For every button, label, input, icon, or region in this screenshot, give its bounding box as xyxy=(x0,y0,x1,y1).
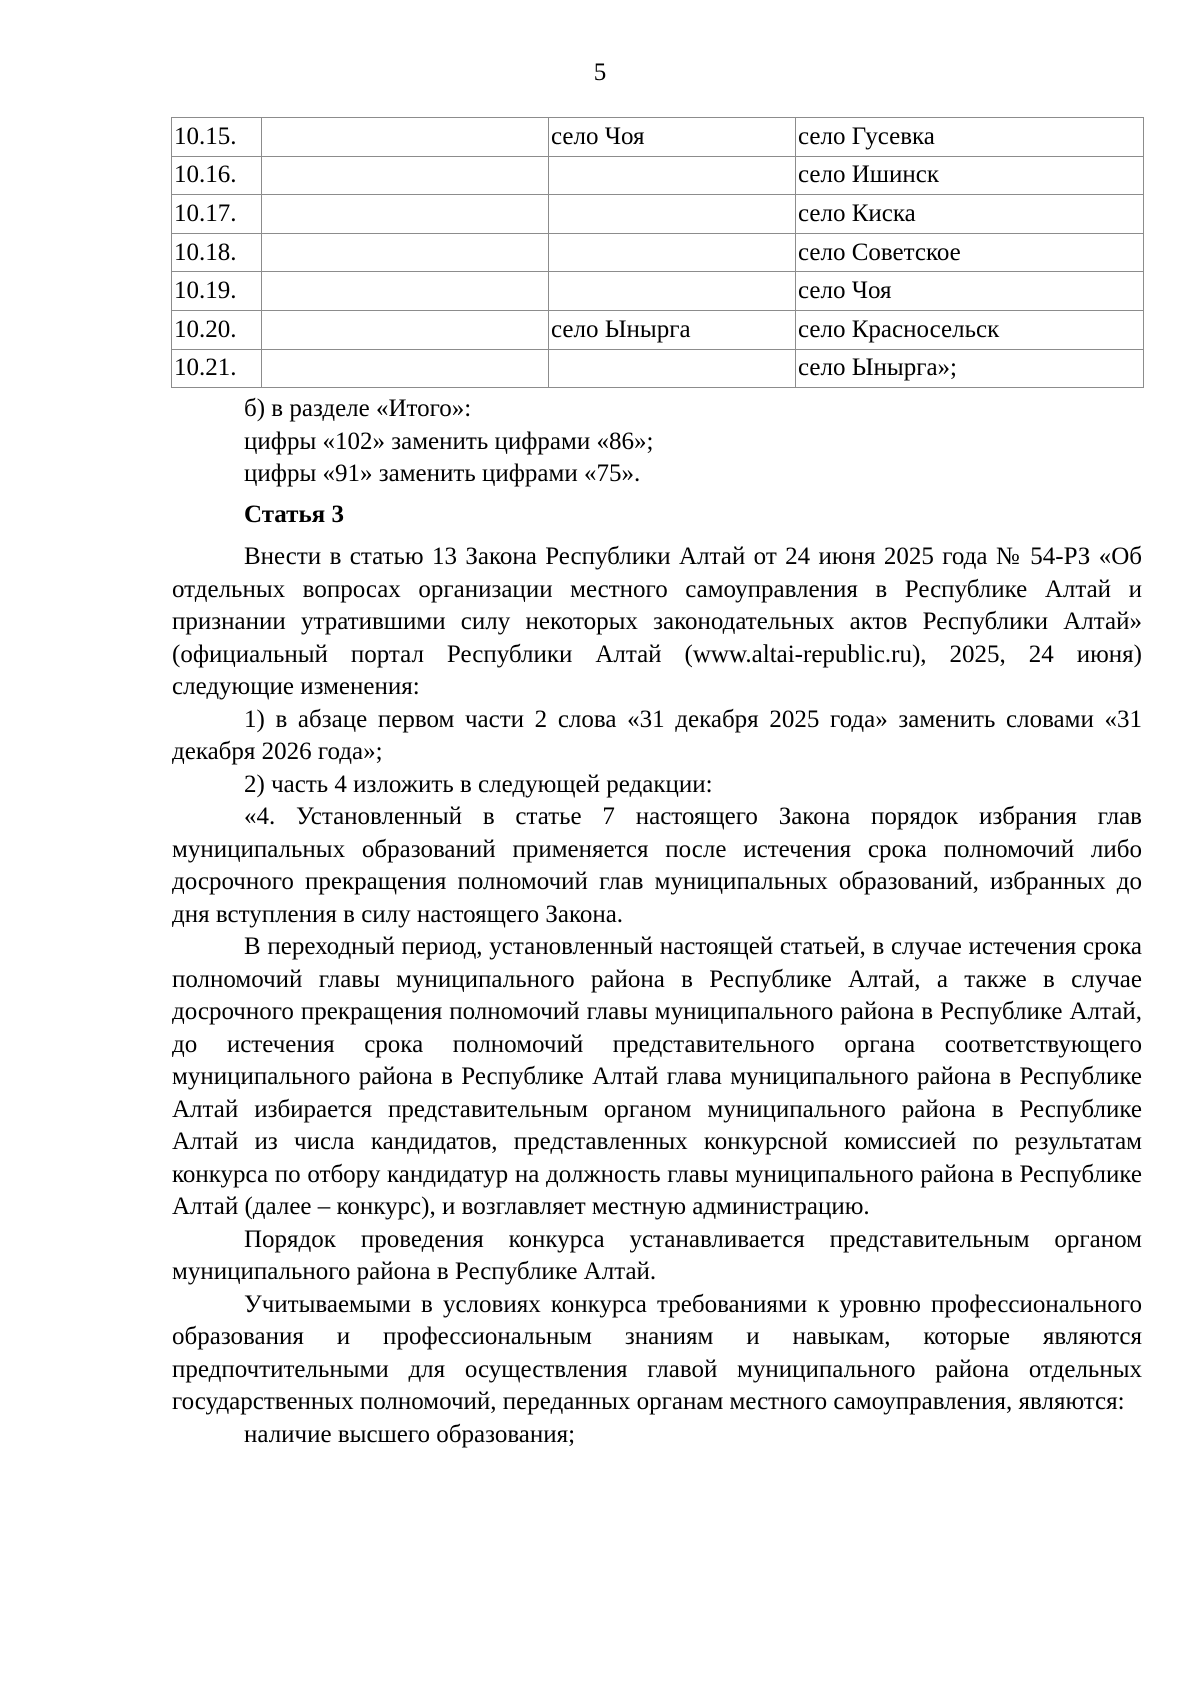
table-cell xyxy=(262,272,549,311)
row-number: 10.18. xyxy=(172,233,262,272)
row-number: 10.19. xyxy=(172,272,262,311)
paragraph-itogo: б) в разделе «Итого»: xyxy=(244,395,472,422)
table-cell: село Красносельск xyxy=(796,310,1144,349)
document-body xyxy=(172,393,1142,1451)
table-cell: село Чоя xyxy=(796,272,1144,311)
table-cell xyxy=(549,349,796,388)
row-number: 10.21. xyxy=(172,349,262,388)
table-cell xyxy=(262,233,549,272)
paragraph-part-4: «4. Установленный в статье 7 настоящего Закона порядок избрания глав муниципальных образований применяется после истечения срока полномочий либо досрочного прекращения полномочий глав муниципальных образований, избранных до дня вступления в силу настоящего Закона. xyxy=(172,803,1142,928)
table-row xyxy=(172,349,1144,388)
table-cell: село Чоя xyxy=(549,118,796,157)
table-cell: село Ыныргa»; xyxy=(796,349,1144,388)
table-row xyxy=(172,272,1144,311)
table-cell xyxy=(262,156,549,195)
table-cell xyxy=(262,310,549,349)
paragraph-transition: В переходный период, установленный настоящей статьей, в случае истечения срока полномочий главы муниципального района в Республике Алтай, а также в случае досрочного прекращения полномочий главы муниципального района в Республике Алтай, до истечения срока полномочий представительного органа соответствующего муниципального района в Республике Алтай глава муниципального района в Республике Алтай избирается представительным органом муниципального района в Республике Алтай из числа кандидатов, представленных конкурсной комиссией по результатам конкурса по отбору кандидатур на должность главы муниципального района в Республике Алтай (далее – конкурс), и возглавляет местную администрацию. xyxy=(172,933,1142,1220)
table-cell xyxy=(262,349,549,388)
table-row xyxy=(172,118,1144,157)
paragraph-higher-education: наличие высшего образования; xyxy=(244,1420,576,1448)
article-heading: Статья 3 xyxy=(244,500,344,528)
paragraph-item-2: 2) часть 4 изложить в следующей редакции: xyxy=(244,770,713,798)
row-number: 10.16. xyxy=(172,156,262,195)
paragraph-intro: Внести в статью 13 Закона Республики Алтай от 24 июня 2025 года № 54-РЗ «Об отдельных вопросах организации местного самоуправления в Республике Алтай и признании утратившими силу некоторых законодательных актов Республики Алтай» (официальный портал Республики Алтай (www.altai-republic.ru), 2025, 24 июня) следующие изменения: xyxy=(172,543,1142,700)
table-row xyxy=(172,310,1144,349)
table-cell xyxy=(262,195,549,234)
table-cell: село Киска xyxy=(796,195,1144,234)
table-cell xyxy=(549,233,796,272)
paragraph-requirements: Учитываемыми в условиях конкурса требованиями к уровню профессионального образования и профессиональным знаниям и навыкам, которые являются предпочтительными для осуществления главой муниципального района отдельных государственных полномочий, переданных органам местного самоуправления, являются: xyxy=(172,1290,1142,1415)
table-cell xyxy=(549,272,796,311)
paragraph-item-1: 1) в абзаце первом части 2 слова «31 декабря 2025 года» заменить словами «31 декабря 2026 года»; xyxy=(172,705,1142,765)
table-cell: село Советское xyxy=(796,233,1144,272)
settlements-table xyxy=(171,117,1144,388)
table-cell: село Ыныргa xyxy=(549,310,796,349)
table-cell xyxy=(262,118,549,157)
table-cell xyxy=(549,195,796,234)
paragraph-replace-102: цифры «102» заменить цифрами «86»; xyxy=(244,427,654,455)
table-cell: село Ишинск xyxy=(796,156,1144,195)
row-number: 10.17. xyxy=(172,195,262,234)
row-number: 10.15. xyxy=(172,118,262,157)
page-number: 5 xyxy=(593,59,607,86)
row-number: 10.20. xyxy=(172,310,262,349)
paragraph-replace-91: цифры «91» заменить цифрами «75». xyxy=(244,460,641,487)
table-row xyxy=(172,195,1144,234)
table-cell: село Гусевка xyxy=(796,118,1144,157)
paragraph-contest-order: Порядок проведения конкурса устанавливается представительным органом муниципального района в Республике Алтай. xyxy=(172,1225,1142,1285)
table-cell xyxy=(549,156,796,195)
table-row xyxy=(172,233,1144,272)
table-row xyxy=(172,156,1144,195)
